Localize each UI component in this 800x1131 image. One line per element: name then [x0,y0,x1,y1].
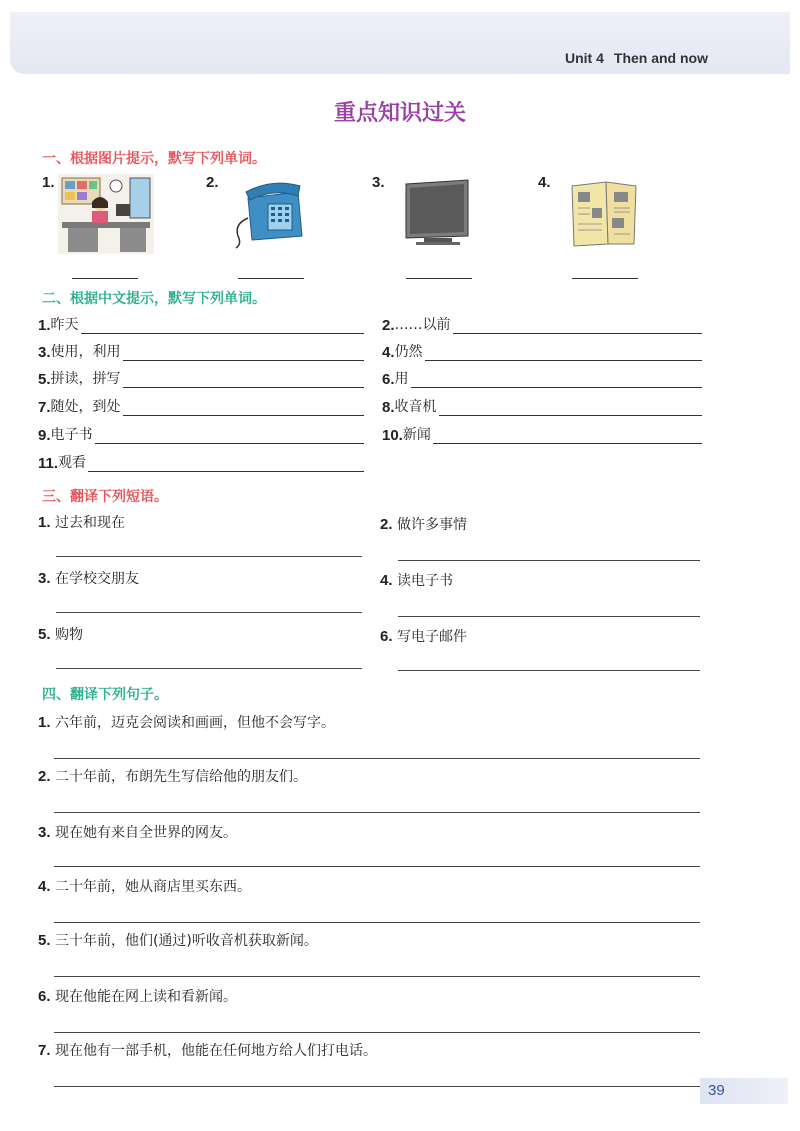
phrase-item-4: 4. 读电子书 [380,572,453,589]
vocab-item-4: 4. 仍然 [382,341,702,361]
vocab-item-9: 9. 电子书 [38,424,364,444]
office-worker-icon [58,174,154,254]
telephone-icon [228,178,308,250]
answer-line-3[interactable] [406,278,472,279]
sentence-answer-line-5[interactable] [54,976,700,977]
sentence-answer-line-1[interactable] [54,758,700,759]
answer-line[interactable] [425,346,702,361]
answer-line[interactable] [453,319,702,334]
phrase-item-3: 3. 在学校交朋友 [38,570,139,587]
item-number: 3. [372,174,385,191]
answer-line[interactable] [433,429,702,444]
sentence-item-1: 1. 六年前，迈克会阅读和画画，但他不会写字。 [38,714,335,731]
sentence-item-7: 7. 现在他有一部手机，他能在任何地方给人们打电话。 [38,1042,377,1059]
vocab-item-8: 8. 收音机 [382,396,702,416]
sentence-answer-line-6[interactable] [54,1032,700,1033]
tv-monitor-icon [402,178,472,248]
phrase-answer-line-6[interactable] [398,670,700,671]
sentence-item-4: 4. 二十年前，她从商店里买东西。 [38,878,251,895]
phrase-item-1: 1. 过去和现在 [38,514,125,531]
sentence-item-2: 2. 二十年前，布朗先生写信给他的朋友们。 [38,768,307,785]
phrase-item-5: 5. 购物 [38,626,83,643]
vocab-item-10: 10. 新闻 [382,424,702,444]
phrase-answer-line-5[interactable] [56,668,362,669]
vocab-item-3: 3. 使用，利用 [38,341,364,361]
answer-line[interactable] [88,457,364,472]
sentence-item-5: 5. 三十年前，他们(通过)听收音机获取新闻。 [38,932,318,949]
answer-line[interactable] [411,373,702,388]
answer-line-4[interactable] [572,278,638,279]
item-number: 1. [42,174,55,191]
unit-number: Unit 4 [565,50,604,66]
vocab-item-11: 11. 观看 [38,452,364,472]
unit-topic: Then and now [613,50,708,66]
unit-label [565,50,708,66]
item-number: 4. [538,174,551,191]
section3-heading: 三、翻译下列短语。 [42,489,168,505]
sentence-answer-line-7[interactable] [54,1086,700,1087]
vocab-item-2: 2. ……以前 [382,314,702,334]
vocab-item-1: 1. 昨天 [38,314,364,334]
sentence-answer-line-2[interactable] [54,812,700,813]
phrase-answer-line-2[interactable] [398,560,700,561]
vocab-item-7: 7. 随处，到处 [38,396,364,416]
answer-line-1[interactable] [72,278,138,279]
phrase-item-6: 6. 写电子邮件 [380,628,467,645]
section4-heading: 四、翻译下列句子。 [42,687,168,703]
answer-line[interactable] [95,429,364,444]
phrase-item-2: 2. 做许多事情 [380,516,467,533]
newspaper-icon [568,178,640,248]
sentence-answer-line-3[interactable] [54,866,700,867]
section1-heading: 一、根据图片提示，默写下列单词。 [42,151,266,167]
vocab-item-6: 6. 用 [382,368,702,388]
answer-line-2[interactable] [238,278,304,279]
answer-line[interactable] [123,346,364,361]
phrase-answer-line-1[interactable] [56,556,362,557]
phrase-answer-line-3[interactable] [56,612,362,613]
answer-line[interactable] [123,373,364,388]
phrase-answer-line-4[interactable] [398,616,700,617]
section2-heading: 二、根据中文提示，默写下列单词。 [42,291,266,307]
sentence-answer-line-4[interactable] [54,922,700,923]
vocab-item-5: 5. 拼读，拼写 [38,368,364,388]
answer-line[interactable] [439,401,702,416]
answer-line[interactable] [123,401,364,416]
item-number: 2. [206,174,219,191]
page-title: 重点知识过关 [333,101,466,126]
answer-line[interactable] [81,319,364,334]
page-number: 39 [708,1082,725,1099]
sentence-item-6: 6. 现在他能在网上读和看新闻。 [38,988,237,1005]
sentence-item-3: 3. 现在她有来自全世界的网友。 [38,824,237,841]
